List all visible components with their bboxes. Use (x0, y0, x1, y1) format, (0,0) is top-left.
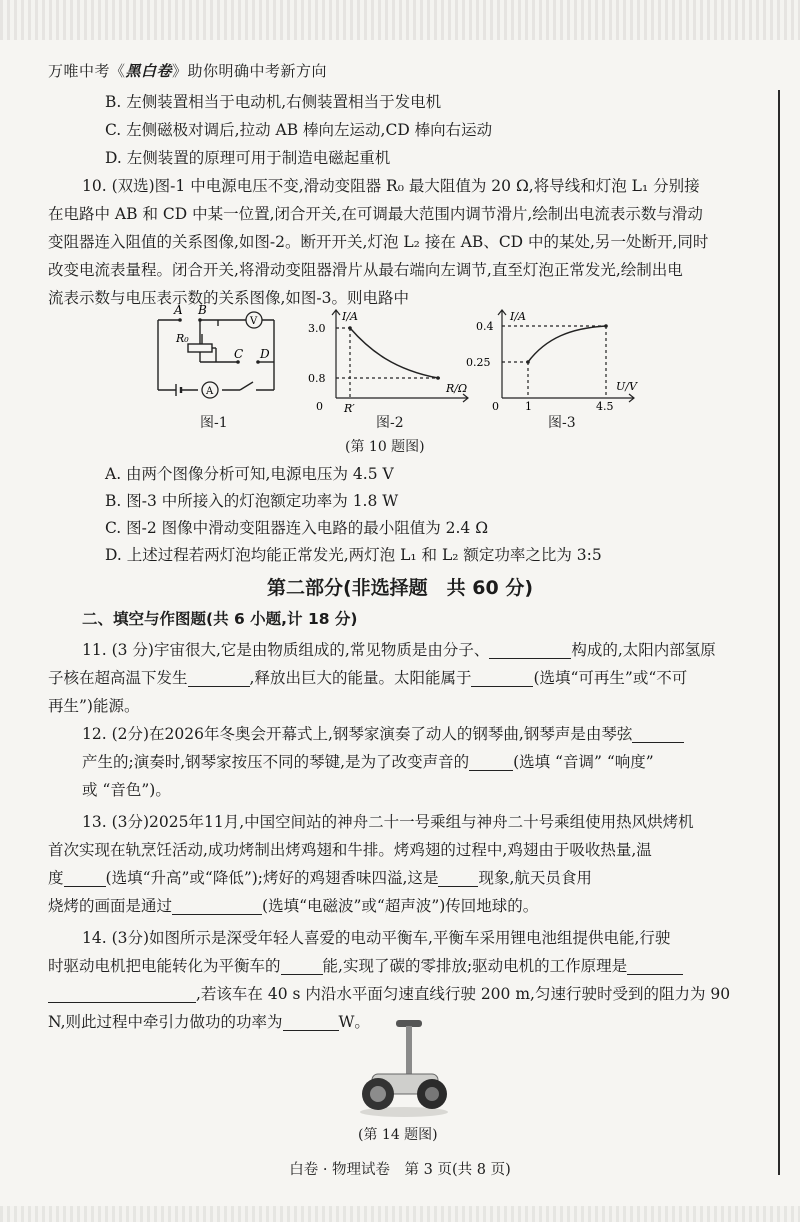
answer-blank[interactable] (64, 868, 106, 887)
fig2-xlabel: R/Ω (446, 382, 468, 395)
figure-2-graph (300, 306, 480, 414)
q13-text: (选填“升高”或“降低”);烤好的鸡翅香味四溢,这是 (105, 869, 439, 887)
point-c-label: C (234, 347, 244, 361)
page-footer: 白卷 · 物理试卷 第 3 页(共 8 页) (289, 1162, 511, 1178)
q14-text: ,若该车在 40 s 内沿水平面匀速直线行驶 200 m,匀速行驶时受到的阻力为 90 (196, 985, 731, 1003)
q13-text: (选填“电磁波”或“超声波”)传回地球的。 (262, 897, 539, 915)
fig2-origin: 0 (316, 400, 323, 413)
q14-line4 (48, 1008, 370, 1036)
ammeter-label: A (206, 386, 214, 397)
point-d-label: D (260, 347, 270, 361)
q14-line3 (48, 980, 730, 1008)
q10-stem-line3: 变阻器连入阻值的关系图像,如图-2。断开开关,灯泡 L₂ 接在 AB、CD 中的某处,另一处断开,同时 (48, 233, 709, 251)
q10-stem-line5: 流表示数与电压表示数的关系图像,如图-3。则电路中 (48, 289, 410, 307)
q12-text: 产生的;演奏时,钢琴家按压不同的琴键,是为了改变声音的 (82, 753, 470, 771)
answer-blank[interactable] (283, 1012, 339, 1031)
figure-3-graph (466, 306, 646, 414)
q14-text: W。 (338, 1013, 370, 1031)
q12-line3: 或 “音色”)。 (82, 781, 171, 799)
answer-blank[interactable] (489, 640, 571, 659)
q10-option-c: C. 图-2 图像中滑动变阻器连入电路的最小阻值为 2.4 Ω (105, 519, 489, 537)
q11-text: 子核在超高温下发生 (48, 669, 188, 687)
q10-stem-line4: 改变电流表量程。闭合开关,将滑动变阻器滑片从最右端向左调节,直至灯泡正常发光,绘制出电 (48, 261, 683, 279)
answer-blank[interactable] (281, 956, 323, 975)
rheostat-label: R₀ (176, 332, 189, 345)
answer-blank[interactable] (48, 984, 196, 1003)
q14-text: N,则此过程中牵引力做功的功率为 (48, 1013, 283, 1031)
q10-option-b: B. 图-3 中所接入的灯泡额定功率为 1.8 W (105, 492, 399, 510)
fig3-xtick-1: 1 (525, 400, 532, 413)
q10-stem-line1: 10. (双选)图-1 中电源电压不变,滑动变阻器 R₀ 最大阻值为 20 Ω,将导线和灯泡 L₁ 分别接 (82, 177, 700, 195)
q13-line4 (48, 892, 538, 920)
header-brand: 黑白卷 (125, 62, 173, 80)
q13-line2: 首次实现在轨烹饪活动,成功烤制出烤鸡翅和牛排。烤鸡翅的过程中,鸡翅由于吸收热量,温 (48, 841, 652, 859)
section-title: 第二部分(非选择题 共 60 分) (266, 577, 534, 599)
page-header (48, 60, 327, 81)
fig2-xmark: R′ (344, 402, 355, 414)
fig3-origin: 0 (492, 400, 499, 413)
q11-line3: 再生”)能源。 (48, 697, 140, 715)
fig2-caption: 图-2 (376, 415, 404, 431)
q11-text: 11. (3 分)宇宙很大,它是由物质组成的,常见物质是由分子、 (82, 641, 490, 659)
scan-edge-top (0, 0, 800, 40)
q10-figure-caption: (第 10 题图) (345, 439, 425, 455)
q11-text: (选填“可再生”或“不可 (533, 669, 688, 687)
voltmeter-label: V (250, 316, 258, 327)
margin-rule (778, 90, 780, 1175)
q14-line1: 14. (3分)如图所示是深受年轻人喜爱的电动平衡车,平衡车采用锂电池组提供电能,行驶 (82, 929, 671, 947)
fig3-ytick-0.4: 0.4 (476, 320, 494, 333)
balance-scooter-image (352, 1012, 452, 1120)
q12-line2 (82, 748, 654, 776)
q10-option-d: D. 上述过程若两灯泡均能正常发光,两灯泡 L₁ 和 L₂ 额定功率之比为 3:5 (105, 546, 602, 564)
q12-text: (选填 “音调” “响度” (513, 753, 654, 771)
fig3-xlabel: U/V (616, 380, 637, 393)
fig3-caption: 图-3 (548, 415, 576, 431)
q13-text: 烧烤的画面是通过 (48, 897, 173, 915)
q11-text: ,释放出巨大的能量。太阳能属于 (249, 669, 472, 687)
circuit-diagram (150, 304, 290, 412)
answer-blank[interactable] (188, 668, 250, 687)
point-a-label: A (174, 304, 183, 317)
q14-figure-caption: (第 14 题图) (358, 1127, 438, 1143)
q12-line1 (82, 720, 684, 748)
answer-blank[interactable] (627, 956, 683, 975)
scan-edge-bottom (0, 1206, 800, 1222)
answer-blank[interactable] (471, 668, 533, 687)
q10-stem-line2: 在电路中 AB 和 CD 中某一位置,闭合开关,在可调最大范围内调节滑片,绘制出电流表示数与滑动 (48, 205, 703, 223)
q13-line3 (48, 864, 592, 892)
fig2-ytick-3.0: 3.0 (308, 322, 326, 335)
q14-text: 能,实现了碳的零排放;驱动电机的工作原理是 (322, 957, 628, 975)
q11-line2 (48, 664, 687, 692)
header-prefix: 万唯中考《 (48, 62, 126, 80)
q13-text: 度 (48, 869, 64, 887)
q9-option-b: B. 左侧装置相当于电动机,右侧装置相当于发电机 (105, 93, 442, 111)
fig1-caption: 图-1 (200, 415, 228, 431)
answer-blank[interactable] (632, 724, 684, 743)
q14-text: 时驱动电机把电能转化为平衡车的 (48, 957, 281, 975)
fig3-ytick-0.25: 0.25 (466, 356, 491, 369)
q10-option-a: A. 由两个图像分析可知,电源电压为 4.5 V (105, 465, 394, 483)
fig3-xtick-4.5: 4.5 (596, 400, 614, 413)
header-suffix: 》助你明确中考新方向 (172, 62, 328, 80)
part-heading: 二、填空与作图题(共 6 小题,计 18 分) (82, 610, 358, 628)
fig2-ylabel: I/A (342, 310, 358, 323)
q11-text: 构成的,太阳内部氢原 (571, 641, 716, 659)
answer-blank[interactable] (469, 752, 513, 771)
fig3-ylabel: I/A (510, 310, 526, 323)
answer-blank[interactable] (438, 868, 478, 887)
point-b-label: B (198, 304, 207, 317)
fig2-ytick-0.8: 0.8 (308, 372, 326, 385)
answer-blank[interactable] (172, 896, 262, 915)
q9-option-c: C. 左侧磁极对调后,拉动 AB 棒向左运动,CD 棒向右运动 (105, 121, 493, 139)
q9-option-d: D. 左侧装置的原理可用于制造电磁起重机 (105, 149, 391, 167)
q14-line2 (48, 952, 683, 980)
q12-text: 12. (2分)在2026年冬奥会开幕式上,钢琴家演奏了动人的钢琴曲,钢琴声是由琴弦 (82, 725, 633, 743)
q13-text: 现象,航天员食用 (478, 869, 592, 887)
q11-line1 (82, 636, 716, 664)
q13-line1: 13. (3分)2025年11月,中国空间站的神舟二十一号乘组与神舟二十号乘组使用热风烘烤机 (82, 813, 694, 831)
